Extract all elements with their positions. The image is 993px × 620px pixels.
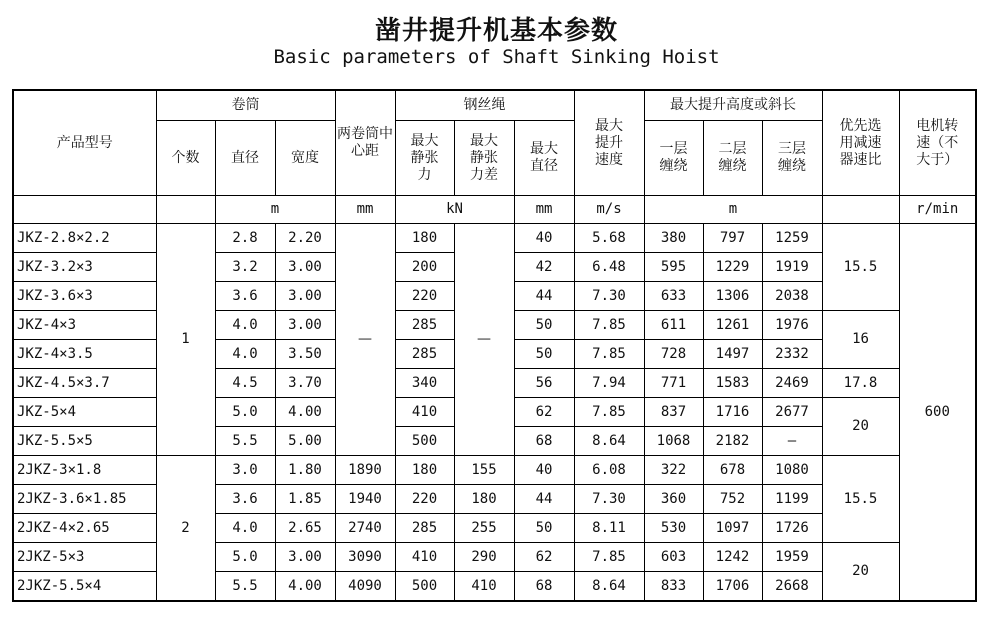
layer3-cell: 1080 bbox=[762, 456, 822, 485]
drum-diameter-cell: 3.2 bbox=[215, 253, 275, 282]
drum-diameter-cell: 4.0 bbox=[215, 340, 275, 369]
layer3-cell: — bbox=[762, 427, 822, 456]
rope-diameter-cell: 62 bbox=[514, 543, 574, 572]
max-tension-cell: 410 bbox=[395, 543, 454, 572]
unit-motor: r/min bbox=[899, 196, 976, 224]
header-ratio: 优先选用减速器速比 bbox=[822, 90, 899, 196]
unit-drum: m bbox=[215, 196, 335, 224]
model-cell: JKZ-3.6×3 bbox=[13, 282, 156, 311]
max-speed-cell: 7.85 bbox=[574, 398, 644, 427]
center-distance-dash: — bbox=[335, 224, 395, 456]
layer3-cell: 1976 bbox=[762, 311, 822, 340]
drum-diameter-cell: 3.6 bbox=[215, 485, 275, 514]
header-layer1: 一层缠绕 bbox=[644, 121, 703, 196]
layer1-cell: 633 bbox=[644, 282, 703, 311]
drum-diameter-cell: 3.0 bbox=[215, 456, 275, 485]
layer2-cell: 1261 bbox=[703, 311, 762, 340]
rope-diameter-cell: 56 bbox=[514, 369, 574, 398]
drum-diameter-cell: 5.0 bbox=[215, 398, 275, 427]
max-speed-cell: 7.85 bbox=[574, 311, 644, 340]
layer3-cell: 2038 bbox=[762, 282, 822, 311]
center-distance-cell: 4090 bbox=[335, 572, 395, 602]
unit-model-blank bbox=[13, 196, 156, 224]
layer2-cell: 1306 bbox=[703, 282, 762, 311]
header-diameter: 直径 bbox=[215, 121, 275, 196]
max-speed-cell: 7.85 bbox=[574, 543, 644, 572]
rope-diameter-cell: 40 bbox=[514, 224, 574, 253]
rope-diameter-cell: 62 bbox=[514, 398, 574, 427]
ratio-cell: 15.5 bbox=[822, 224, 899, 311]
max-tension-cell: 220 bbox=[395, 282, 454, 311]
rope-diameter-cell: 68 bbox=[514, 427, 574, 456]
tension-diff-dash: — bbox=[454, 224, 514, 456]
layer2-cell: 1716 bbox=[703, 398, 762, 427]
max-speed-cell: 6.08 bbox=[574, 456, 644, 485]
layer1-cell: 530 bbox=[644, 514, 703, 543]
drum-diameter-cell: 4.5 bbox=[215, 369, 275, 398]
drum-diameter-cell: 3.6 bbox=[215, 282, 275, 311]
drum-count-double: 2 bbox=[156, 456, 215, 602]
model-cell: JKZ-2.8×2.2 bbox=[13, 224, 156, 253]
layer2-cell: 1229 bbox=[703, 253, 762, 282]
rope-diameter-cell: 50 bbox=[514, 340, 574, 369]
model-cell: JKZ-5.5×5 bbox=[13, 427, 156, 456]
unit-rope-diameter: mm bbox=[514, 196, 574, 224]
ratio-cell: 20 bbox=[822, 543, 899, 602]
max-speed-cell: 7.30 bbox=[574, 485, 644, 514]
rope-diameter-cell: 44 bbox=[514, 485, 574, 514]
max-tension-cell: 340 bbox=[395, 369, 454, 398]
drum-width-cell: 3.50 bbox=[275, 340, 335, 369]
max-tension-cell: 220 bbox=[395, 485, 454, 514]
model-cell: 2JKZ-3×1.8 bbox=[13, 456, 156, 485]
center-distance-cell: 3090 bbox=[335, 543, 395, 572]
center-distance-cell: 1940 bbox=[335, 485, 395, 514]
layer3-cell: 1199 bbox=[762, 485, 822, 514]
header-width: 宽度 bbox=[275, 121, 335, 196]
header-drum-count: 个数 bbox=[156, 121, 215, 196]
max-tension-cell: 500 bbox=[395, 572, 454, 602]
layer2-cell: 1497 bbox=[703, 340, 762, 369]
layer2-cell: 1583 bbox=[703, 369, 762, 398]
header-max-height: 最大提升高度或斜长 bbox=[644, 90, 822, 121]
layer1-cell: 1068 bbox=[644, 427, 703, 456]
layer3-cell: 1959 bbox=[762, 543, 822, 572]
layer1-cell: 322 bbox=[644, 456, 703, 485]
header-motor-speed: 电机转速（不大于） bbox=[899, 90, 976, 196]
layer3-cell: 1919 bbox=[762, 253, 822, 282]
header-model: 产品型号 bbox=[13, 90, 156, 196]
header-layer2: 二层缠绕 bbox=[703, 121, 762, 196]
drum-width-cell: 3.70 bbox=[275, 369, 335, 398]
max-tension-cell: 285 bbox=[395, 340, 454, 369]
rope-diameter-cell: 50 bbox=[514, 311, 574, 340]
drum-width-cell: 3.00 bbox=[275, 543, 335, 572]
ratio-cell: 20 bbox=[822, 398, 899, 456]
drum-diameter-cell: 5.5 bbox=[215, 572, 275, 602]
layer1-cell: 360 bbox=[644, 485, 703, 514]
drum-diameter-cell: 4.0 bbox=[215, 514, 275, 543]
layer3-cell: 1726 bbox=[762, 514, 822, 543]
page-subtitle: Basic parameters of Shaft Sinking Hoist bbox=[273, 46, 720, 68]
max-speed-cell: 8.11 bbox=[574, 514, 644, 543]
layer1-cell: 595 bbox=[644, 253, 703, 282]
rope-diameter-cell: 40 bbox=[514, 456, 574, 485]
header-drum: 卷筒 bbox=[156, 90, 335, 121]
motor-speed-cell: 600 bbox=[899, 224, 976, 602]
layer1-cell: 837 bbox=[644, 398, 703, 427]
drum-width-cell: 1.80 bbox=[275, 456, 335, 485]
table-row bbox=[13, 456, 976, 485]
parameters-table bbox=[12, 89, 977, 602]
drum-width-cell: 5.00 bbox=[275, 427, 335, 456]
rope-diameter-cell: 42 bbox=[514, 253, 574, 282]
layer1-cell: 833 bbox=[644, 572, 703, 602]
layer2-cell: 1097 bbox=[703, 514, 762, 543]
max-tension-cell: 285 bbox=[395, 514, 454, 543]
max-speed-cell: 8.64 bbox=[574, 572, 644, 602]
model-cell: JKZ-3.2×3 bbox=[13, 253, 156, 282]
header-center-distance: 两卷筒中心距 bbox=[335, 90, 395, 196]
ratio-cell: 15.5 bbox=[822, 456, 899, 543]
drum-width-cell: 1.85 bbox=[275, 485, 335, 514]
unit-speed: m/s bbox=[574, 196, 644, 224]
max-tension-cell: 180 bbox=[395, 456, 454, 485]
layer3-cell: 2469 bbox=[762, 369, 822, 398]
header-layer3: 三层缠绕 bbox=[762, 121, 822, 196]
header-max-static-tension: 最大静张力 bbox=[395, 121, 454, 196]
center-distance-cell: 1890 bbox=[335, 456, 395, 485]
tension-diff-cell: 155 bbox=[454, 456, 514, 485]
layer3-cell: 2668 bbox=[762, 572, 822, 602]
header-max-speed: 最大提升速度 bbox=[574, 90, 644, 196]
layer3-cell: 2677 bbox=[762, 398, 822, 427]
drum-diameter-cell: 4.0 bbox=[215, 311, 275, 340]
layer1-cell: 771 bbox=[644, 369, 703, 398]
layer3-cell: 2332 bbox=[762, 340, 822, 369]
rope-diameter-cell: 68 bbox=[514, 572, 574, 602]
header-rope: 钢丝绳 bbox=[395, 90, 574, 121]
ratio-cell: 16 bbox=[822, 311, 899, 369]
model-cell: 2JKZ-4×2.65 bbox=[13, 514, 156, 543]
layer1-cell: 603 bbox=[644, 543, 703, 572]
max-speed-cell: 7.85 bbox=[574, 340, 644, 369]
max-speed-cell: 8.64 bbox=[574, 427, 644, 456]
max-speed-cell: 7.30 bbox=[574, 282, 644, 311]
model-cell: 2JKZ-3.6×1.85 bbox=[13, 485, 156, 514]
model-cell: 2JKZ-5.5×4 bbox=[13, 572, 156, 602]
max-tension-cell: 410 bbox=[395, 398, 454, 427]
ratio-cell: 17.8 bbox=[822, 369, 899, 398]
layer2-cell: 2182 bbox=[703, 427, 762, 456]
max-speed-cell: 6.48 bbox=[574, 253, 644, 282]
model-cell: 2JKZ-5×3 bbox=[13, 543, 156, 572]
drum-width-cell: 3.00 bbox=[275, 282, 335, 311]
drum-width-cell: 2.65 bbox=[275, 514, 335, 543]
unit-height: m bbox=[644, 196, 822, 224]
tension-diff-cell: 255 bbox=[454, 514, 514, 543]
max-tension-cell: 500 bbox=[395, 427, 454, 456]
drum-width-cell: 4.00 bbox=[275, 398, 335, 427]
max-tension-cell: 200 bbox=[395, 253, 454, 282]
tension-diff-cell: 410 bbox=[454, 572, 514, 602]
model-cell: JKZ-4×3.5 bbox=[13, 340, 156, 369]
center-distance-cell: 2740 bbox=[335, 514, 395, 543]
rope-diameter-cell: 50 bbox=[514, 514, 574, 543]
max-speed-cell: 5.68 bbox=[574, 224, 644, 253]
layer2-cell: 1242 bbox=[703, 543, 762, 572]
page-title: 凿井提升机基本参数 bbox=[374, 16, 618, 46]
model-cell: JKZ-4.5×3.7 bbox=[13, 369, 156, 398]
drum-width-cell: 2.20 bbox=[275, 224, 335, 253]
model-cell: JKZ-5×4 bbox=[13, 398, 156, 427]
layer2-cell: 797 bbox=[703, 224, 762, 253]
drum-diameter-cell: 5.0 bbox=[215, 543, 275, 572]
layer2-cell: 678 bbox=[703, 456, 762, 485]
model-cell: JKZ-4×3 bbox=[13, 311, 156, 340]
unit-tension: kN bbox=[395, 196, 514, 224]
table-row bbox=[13, 224, 976, 253]
header-max-rope-diameter: 最大直径 bbox=[514, 121, 574, 196]
header-max-static-tension-diff: 最大静张力差 bbox=[454, 121, 514, 196]
unit-count-blank bbox=[156, 196, 215, 224]
tension-diff-cell: 180 bbox=[454, 485, 514, 514]
drum-width-cell: 4.00 bbox=[275, 572, 335, 602]
layer1-cell: 611 bbox=[644, 311, 703, 340]
layer1-cell: 728 bbox=[644, 340, 703, 369]
tension-diff-cell: 290 bbox=[454, 543, 514, 572]
layer3-cell: 1259 bbox=[762, 224, 822, 253]
drum-diameter-cell: 5.5 bbox=[215, 427, 275, 456]
drum-width-cell: 3.00 bbox=[275, 311, 335, 340]
rope-diameter-cell: 44 bbox=[514, 282, 574, 311]
drum-diameter-cell: 2.8 bbox=[215, 224, 275, 253]
max-tension-cell: 180 bbox=[395, 224, 454, 253]
max-speed-cell: 7.94 bbox=[574, 369, 644, 398]
layer2-cell: 752 bbox=[703, 485, 762, 514]
max-tension-cell: 285 bbox=[395, 311, 454, 340]
unit-ratio-blank bbox=[822, 196, 899, 224]
drum-count-single: 1 bbox=[156, 224, 215, 456]
unit-center: mm bbox=[335, 196, 395, 224]
layer1-cell: 380 bbox=[644, 224, 703, 253]
layer2-cell: 1706 bbox=[703, 572, 762, 602]
drum-width-cell: 3.00 bbox=[275, 253, 335, 282]
